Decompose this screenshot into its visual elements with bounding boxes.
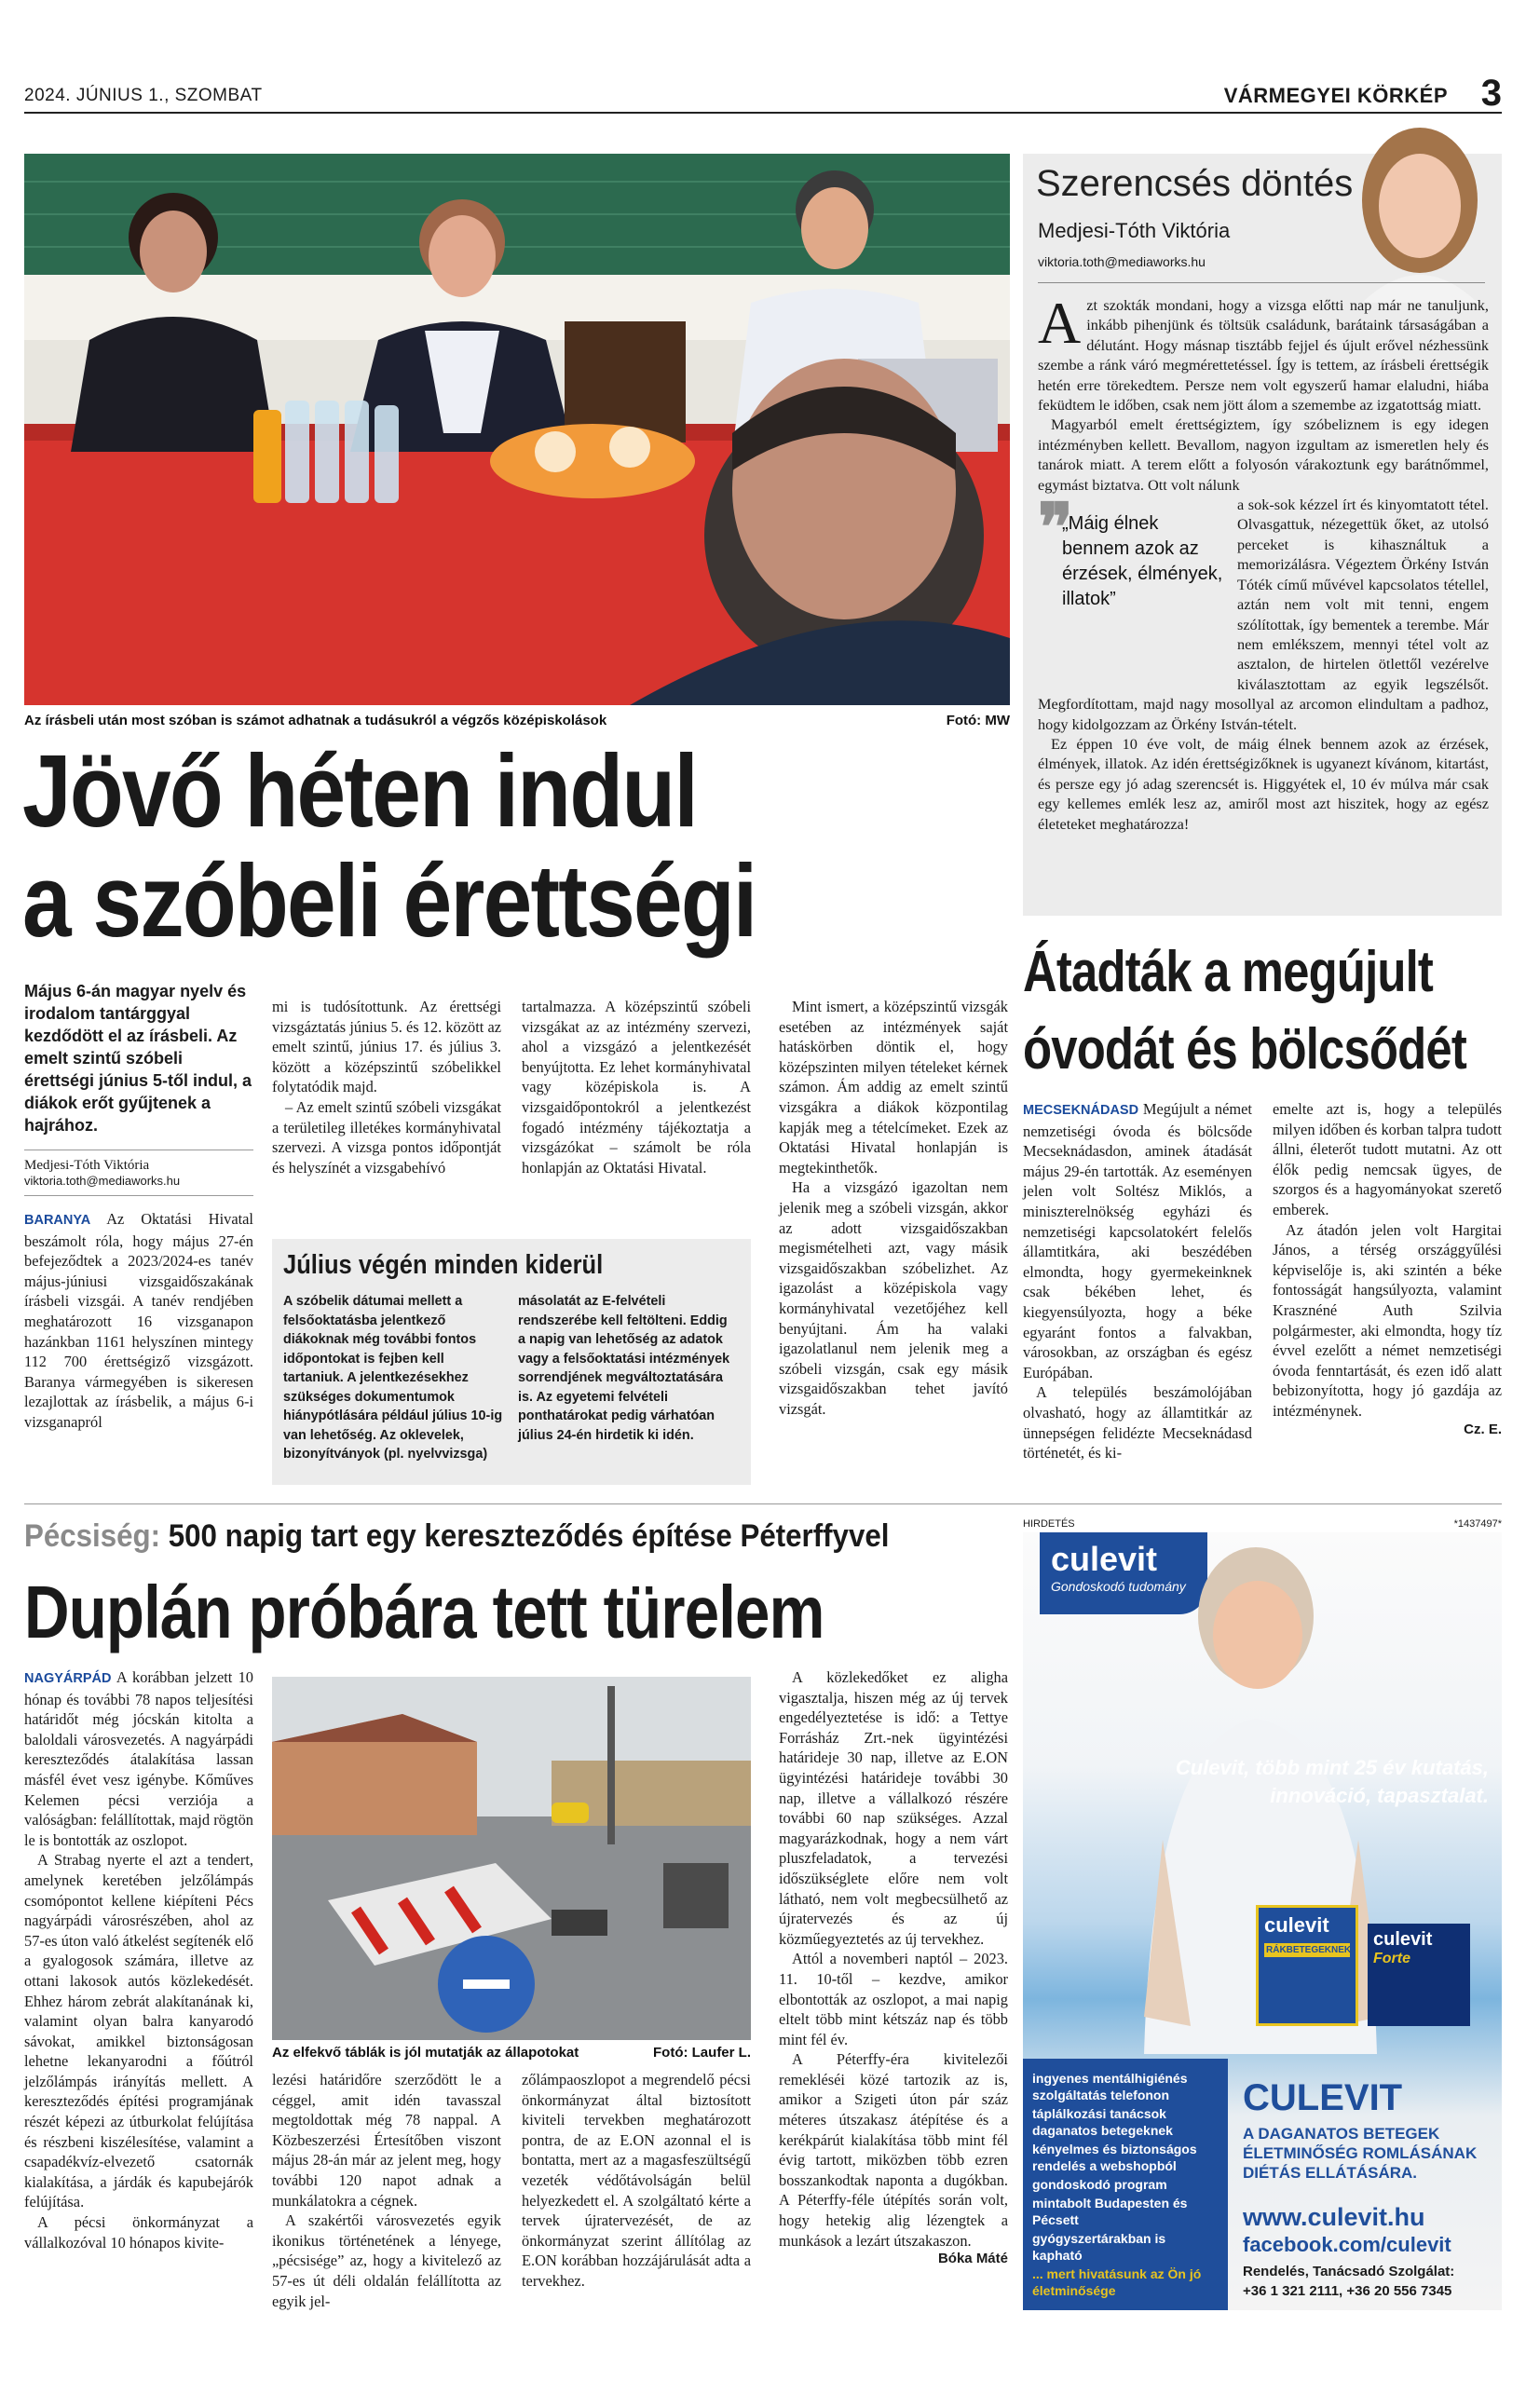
ad-product-1-name: culevit (1264, 1913, 1329, 1937)
ad-benefit: gondoskodó program (1032, 2177, 1167, 2192)
ad-benefit: ... mert hivatásunk az Ön jó életminősége (1032, 2266, 1202, 2298)
roadworks-photo (272, 1677, 751, 2040)
article-lead: Május 6-án magyar nyelv és irodalom tantárggyal kezdődött el az írásbeli. Az emelt szintű szóbeli érettségi június 5-től indul, a diákok erőt gyűjtenek a hajrához. (24, 982, 252, 1135)
ad-brand: culevit (1051, 1540, 1158, 1578)
ad-product-2-name: culevit (1373, 1929, 1433, 1950)
ad-benefit: ingyenes mentálhigiénés szolgáltatás telefonon (1032, 2071, 1188, 2102)
kindergarten-location: MECSEKNÁDASD (1023, 1103, 1139, 1118)
newspaper-name: VÁRMEGYEI KÖRKÉP (1223, 84, 1448, 107)
bottom-c3: zőlámpaoszlopot a megrendelő pécsi önkormányzat által biztosított kiviteli tervekben meghatározott pontra, de az E.ON azonnal el is bontatta, mert az a magasfeszültségű vezeték védőtávolságán belül helyezkedett el. A szolgáltató kérte a tervek újratervezését, de az önkormányzat szerint állítólag az E.ON korábban hozzájárulását adta a tervekhez. (522, 2071, 751, 2290)
infobox-col2: másolatát az E-felvételi rendszerébe kell feltölteni. Eddig a napig van lehetőség az adatok vagy a felsőoktatási intézmények sorrendjének megváltoztatására is. Az egyetemi felvételi ponthatárokat pedig várhatóan július 24-én hirdetik ki idén. (518, 1294, 730, 1443)
column-title: Szerencsés döntés (1036, 163, 1354, 204)
main-col-2 (272, 997, 501, 1177)
main-lead-column (24, 980, 253, 1433)
kicker-text: 500 napig tart egy kereszteződés építése Péterffyvel (168, 1518, 890, 1554)
bottom-col-4 (779, 1667, 1008, 2266)
bottom-kicker (24, 1518, 889, 1555)
ad-website-link[interactable]: www.culevit.hu (1243, 2203, 1425, 2231)
kindergarten-c2b: Az átadón jelen volt Hargitai János, a térség országgyűlési képviselője is, aki szintén a béke fontosságát hangsúlyozta, valamint Krasznéné Auth Szilvia polgármester, aki elmondta, hogy tíz évvel ezelőtt a német nemzetiségi óvoda fenntartását, és ezen idő alatt bebizonyította, hogy jó gazdája az intézménynek. (1273, 1220, 1502, 1420)
bottom-col-1 (24, 1667, 253, 2252)
ad-benefit: táplálkozási tanácsok daganatos betegeknek (1032, 2106, 1173, 2138)
article-byline: Medjesi-Tóth Viktória (24, 1158, 150, 1173)
ad-slogan-1: Culevit, több mint 25 év kutatás, (1175, 1756, 1489, 1779)
exam-room-illustration (24, 154, 1010, 705)
ad-product-1-sub: RÁKBETEGEKNEK (1266, 1945, 1352, 1955)
kindergarten-headline-1: Átadták a megújult (1023, 940, 1434, 1004)
column-pull-quote: „Máig élnek bennem azok az érzések, élmények, illatok” (1062, 513, 1223, 610)
infobox-col1: A szóbelik dátumai mellett a felsőoktatásba jelentkező diákoknak még további fontos időpontokat is fejben kell tartaniuk. A jelentkezésekhez szükséges dokumentumok hiánypótlására például július 10-ig van lehetőség. Az oklevelek, bizonyítványok (pl. nyelvvizsga) (283, 1294, 503, 1462)
article-col2b: – Az emelt szintű szóbeli vizsgákat a területileg illetékes kormányhivatal szervezi. A vizsga pontos időpontját és helyszínét a vizsgabehívó (272, 1097, 501, 1177)
ad-product-box-2 (1368, 1924, 1470, 2026)
ad-facebook-link[interactable]: facebook.com/culevit (1243, 2233, 1451, 2256)
ad-product-2-sub: Forte (1373, 1951, 1410, 1966)
deadline-infobox (272, 1239, 751, 1485)
bottom-headline: Duplán próbára tett türelem (24, 1571, 824, 1653)
bottom-location: NAGYÁRPÁD (24, 1671, 112, 1686)
ad-phone-numbers[interactable]: +36 1 321 2111, +36 20 556 7345 (1243, 2283, 1452, 2299)
top-photo-credit: Fotó: MW (946, 713, 1010, 728)
kindergarten-c1: Megújult a német nemzetiségi óvoda és bölcsőde Mecseknádasdon, aminek átadását május 29-én tartották. Az eseményen jelen volt Soltész Miklós, a miniszterelnökség egyházi és nemzetiségi kapcsolatokért felelős államtitkára, aki beszédében elmondta, hogy gyermekeinknek csak békében lehet, és kiegyensúlyozta, hogy a béke egyaránt fontos a falvakban, városokban, az országban és egész Európában. (1023, 1100, 1252, 1381)
column-p1: zt szokták mondani, hogy a vizsga előtti nap már ne tanuljunk, inkább pihenjünk és töltsük családunk, barátaink társaságában a délutánt. Hogy másnap tisztább fejjel és újult erővel nézhessünk szembe a ránk váró megmérettetéssel. Így is tettem, az írásbeli érettségik hetén erre törekedtem. Persze nem volt egyszerű hamar elaludni, hiába feküdtem le időben, csak nem jött álom a szemembe az izgatottság miatt. (1038, 296, 1489, 415)
ad-benefit: gyógyszertárakban is kapható (1032, 2231, 1166, 2263)
kindergarten-col-2 (1273, 1099, 1502, 1437)
bottom-c4b: Attól a novemberi naptól – 2023. 11. 10-től – kezdve, amikor elbontották az oszlopot, a mai napig eltelt több mint kétszáz nap és több mint fél év. (779, 1950, 1008, 2048)
ad-product-box-1 (1256, 1905, 1358, 2026)
article-col3: tartalmazza. A középszintű szóbeli vizsgákat az az intézmény szervezi, ahol a vizsgázó a jelentkezését benyújtotta. Ez lehet kormányhivatal vagy középiskola is. A vizsgaidőpontokról a jelentkezést fogadó intézmény tájékoztatja a vizsgázókat – számolt be róla honlapján az Oktatási Hivatal. (522, 998, 751, 1177)
article-col1: Az Oktatási Hivatal beszámolt róla, hogy május 27-én befejeződtek a 2023/2024-es tanév május-júniusi vizsgaidőszakának írásbeli vizsgái. A tanév rendjében meghatározott 16 vizsganapon hazánkban 1161 helyszínen mintegy 112 700 érettségiző vizsgázott. Baranya vármegyében is sikeresen lezajlottak az írásbelik, a május 6-i vizsganapról (24, 1210, 253, 1431)
kicker-label: Pécsiség: (24, 1518, 161, 1554)
bottom-c2: lezési határidőre szerződött le a céggel, amit idén tavasszal megtoldottak még 78 nappal. A Közbeszerzési Értesítőben viszont május 28-án már az jelent meg, hogy további 120 napot adnak a munkálatokra a cégnek. (272, 2071, 501, 2210)
column-author: Medjesi-Tóth Viktória (1038, 219, 1231, 242)
bottom-c1: A korábban jelzett 10 hónap és további 78 napos teljesítési határidőt még jócskán kitolta a baloldali városvezetés. A nagyárpádi kereszteződés átalakítása lassan másfél évet vesz igénybe. Kőműves Kelemen pécsi verziója a valóságban: felállítottak, majd rögtön le is bontották az oszlopot. (24, 1668, 253, 1849)
ad-label: HIRDETÉS (1023, 1518, 1075, 1530)
roadworks-credit: Fotó: Laufer L. (653, 2045, 751, 2061)
ad-benefit: kényelmes és biztonságos rendelés a webshopból (1032, 2142, 1197, 2173)
bottom-c1c: A pécsi önkormányzat a vállalkozóval 10 hónapos kivite- (24, 2213, 253, 2252)
bottom-c4c: A Péterffy-éra kivitelezői remekléséi közé tartozik az is, amikor a Szigeti úton pár száz méteres útszakasz átépítése és a kerékpárút kialakítása több mint fél évig tartott, miközben több ezren bosszankodtak naponta a dugókban. A Péterffy-féle útépítés során volt, hogy hetekig alig lézengtek a munkások a lezárt útszakaszon. (779, 2050, 1008, 2250)
running-head (24, 73, 1502, 114)
column-p2: Magyarból emelt érettségiztem, így szóbeliznem is egy idegen intézményben kellett. Bevallom, nagyon izgultam az ismeretlen hely és tanárok miatt. A terem előtt a folyosón várakoztunk egy barátnőmmel, egymást biztatva. Ott volt nálunk (1038, 415, 1489, 494)
ad-benefit: mintabolt Budapesten és Pécsett (1032, 2196, 1188, 2227)
column-p4: Ez éppen 10 éve volt, de máig élnek bennem azok az érzések, élmények, illatok. Az idén érettségizőknek is ugyanezt kívánom, kitartást, és persze egy jó adag szerencsét is. Higgyétek el, 10 év múlva már csak egy kellemes emlék lesz az, amiről most azt hiszitek, hogy az egész életeteket meghatározza! (1038, 734, 1489, 833)
column-dropcap: A (1038, 290, 1082, 356)
kindergarten-c1b: A település beszámolójában olvasható, hogy az államtitkár az ünnepségen felidézte Mecseknádasd történetét, és ki- (1023, 1383, 1252, 1462)
bottom-signature: Bóka Máté (937, 2251, 1008, 2267)
bottom-col-2 (272, 2070, 501, 2311)
ad-slogan-2: innováció, tapasztalat. (1270, 1784, 1489, 1807)
kindergarten-signature: Cz. E. (1464, 1421, 1502, 1437)
column-p3: a sok-sok kézzel írt és kinyomtatott tétel. Olvasgattuk, nézegettük őket, az utolsó perceket is kihasználtuk a memorizálásra. Végeztem Örkény István Tóték című művével kapcsolatos tétellel, aztán nem volt mit tenni, engem szólítottak, így bementek a terembe. Már nem emlékszem, mennyi tétel volt az asztalon, de hirtelen ötlettől vezérelve kiválasztottam az egyik legszélsőt. Megfordítottam, majd nagy mosollyal az arcomon elindultam a padhoz, hogy kidolgozzam az Örkény István-tételt. (1038, 496, 1489, 733)
ad-benefits-box (1023, 2059, 1228, 2310)
column-email: viktoria.toth@mediaworks.hu (1038, 254, 1206, 269)
ad-benefits-list (1032, 2070, 1219, 2299)
quote-icon: ❞ (1038, 493, 1073, 565)
issue-date: 2024. JÚNIUS 1., SZOMBAT (24, 86, 263, 105)
opinion-column (1023, 154, 1502, 916)
top-photo-caption: Az írásbeli után most szóban is számot adhatnak a tudásukról a végzős középiskolások (24, 713, 607, 728)
bottom-c4: A közlekedőket ez aligha vigasztalja, hiszen még az új tervek engedélyeztetése is idő: a Tettye Forrásház Zrt.-nek ügyintézési határideje 30 nap, illetve az E.ON ügyintézési határideje további 30 nap, illetve a vállalkozó részére további 60 nap szükséges. Azzal magyarázkodnak, hogy a nem várt pluszfeladatok, a tervezési időszükséglete előre nem volt látható, nem volt megbecsülhető az újratervezés és az új közműegyeztetés az új tervekhez. (779, 1668, 1008, 1948)
article-col4b: Ha a vizsgázó igazoltan nem jelenik meg a szóbeli vizsgán, akkor az adott vizsgaidőszakban megismételheti azt, vagy másik vizsgaidőszakban szóbelizhet. Az igazolást a középiskola vagy kormányhivatal vezetőjéhez kell benyújtani. Ám ha valaki igazolatlanul nem jelenik meg a szóbeli vizsgán, csak egy másik vizsgaidőszakban tehet javító vizsgát. (779, 1178, 1008, 1418)
bottom-c2b: A szakértői városvezetés egyik ikonikus történetének a lényege, „pécsisége” az, hogy a kivitelező az 57-es út déli oldalán felállította az egyik jel- (272, 2211, 501, 2310)
main-headline-line2: a szóbeli érettségi (22, 844, 756, 959)
culevit-advertisement[interactable] (1023, 1532, 1502, 2310)
ad-tagline: Gondoskodó tudomány (1051, 1579, 1186, 1594)
article-col4a: Mint ismert, a középszintű vizsgák esetében az intézmények saját hatáskörben döntik el, hogy középszinten milyen tételeket kérnek számon. Ám addig az emelt szintű vizsgákra a diákok központilag kapják meg a tételcímeket. Ezek az Oktatási Hivatal honlapján is megtekinthetők. (779, 998, 1008, 1177)
infobox-title: Július végén minden kiderül (283, 1250, 604, 1280)
roadworks-illustration (272, 1677, 751, 2040)
kindergarten-col-1 (1023, 1099, 1252, 1463)
ad-contact-label: Rendelés, Tanácsadó Szolgálat: (1243, 2264, 1455, 2279)
kindergarten-c2: emelte azt is, hogy a település milyen időben és korban talpra tudott állni, életerőt tudott mutatni. Az ott élők pedig nemcsak ügyes, de szorgos és a hagyományokat szerető emberek. (1273, 1100, 1502, 1218)
kindergarten-headline-2: óvodát és bölcsődét (1023, 1017, 1466, 1082)
exam-board-photo (24, 154, 1010, 705)
bottom-col-3 (522, 2070, 751, 2292)
roadworks-caption: Az elfekvő táblák is jól mutatják az állapotokat (272, 2045, 579, 2061)
ad-big-brand: CULEVIT (1243, 2077, 1403, 2118)
author-portrait (1345, 116, 1494, 303)
main-col-4 (779, 997, 1008, 1419)
ad-code: *1437497* (1453, 1518, 1502, 1530)
article-email: viktoria.toth@mediaworks.hu (24, 1174, 181, 1188)
page-number: 3 (1480, 73, 1502, 114)
article-col2a: mi is tudósítottunk. Az érettségi vizsgáztatás június 5. és 12. között az emelt szintű, június 17. és július 3. között a középszintű szóbelikkel folytatódik majd. (272, 998, 501, 1096)
main-headline-line1: Jövő héten indul (22, 734, 698, 849)
section-divider (24, 1503, 1502, 1504)
bottom-c1b: A Strabag nyerte el azt a tendert, amelynek keretében jelzőlámpás csomópontot kellene kiépíteni Pécs nagyárpádi városrészében, ahol az 57-es úton való átkelést segítenék elő a gyalogosok számára, illetve az ottani lakosok autós közlekedését. Ehhez három zebrát alakítanának ki, valamint olyan balra kanyarodó sávokat, amikkel biztonságosan lehetne lekanyarodni a főútról jelzőlámpás irányítás mellett. A kereszteződés építési programjának részét képezi az útburkolat felújítása és részbeni kiszélesítése, valamint a csapadékvíz-elvezető csatornák kialakítása, a járdák és kapubejárók felújítása. (24, 1851, 253, 2211)
article-location: BARANYA (24, 1213, 91, 1228)
ad-claim: A DAGANATOS BETEGEK ÉLETMINŐSÉG ROMLÁSÁNAK DIÉTÁS ELLÁTÁSÁRA. (1243, 2125, 1478, 2182)
main-col-3 (522, 997, 751, 1177)
